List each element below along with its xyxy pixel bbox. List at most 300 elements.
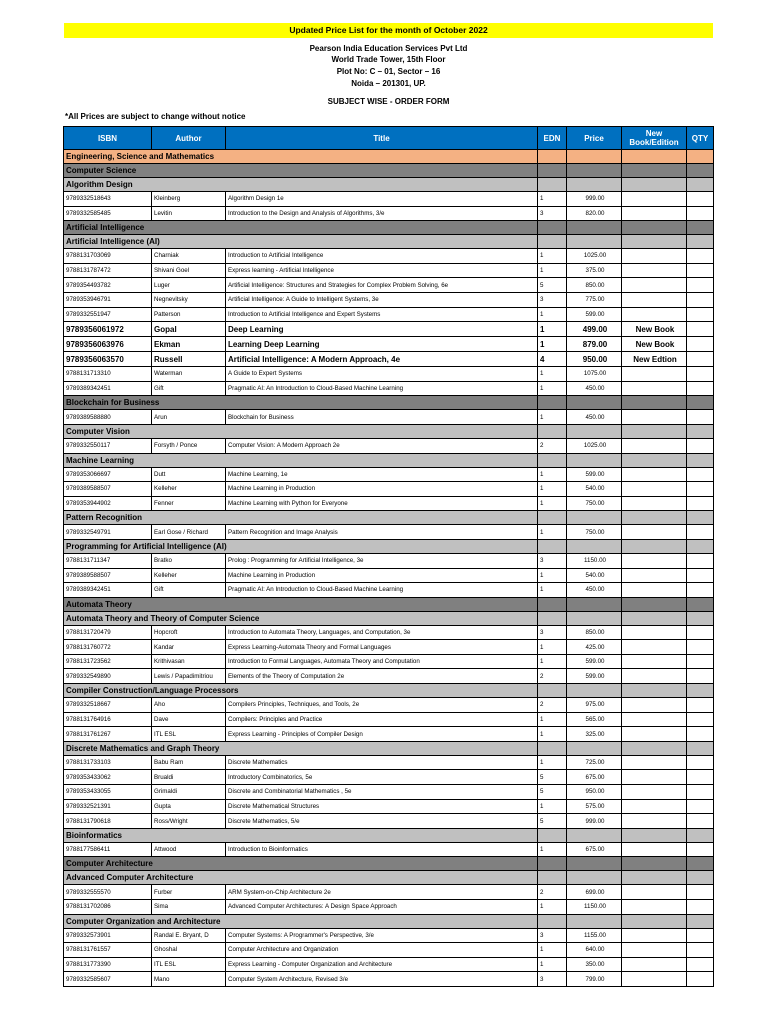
table-row (64, 755, 714, 770)
edn-cell: 1 (538, 957, 567, 972)
qty-cell[interactable] (687, 482, 714, 497)
qty-cell[interactable] (687, 263, 714, 278)
empty-cell (622, 857, 687, 871)
qty-cell[interactable] (687, 957, 714, 972)
col-header-title: Title (226, 127, 538, 150)
category-header-row (64, 221, 714, 235)
empty-cell (567, 396, 622, 410)
empty-cell (687, 828, 714, 842)
empty-cell (622, 684, 687, 698)
empty-cell (538, 221, 567, 235)
qty-cell[interactable] (687, 814, 714, 829)
edn-cell: 1 (538, 712, 567, 727)
title-cell: Computer Architecture and Organization (226, 943, 538, 958)
table-row (64, 410, 714, 425)
empty-cell (567, 914, 622, 928)
isbn-cell: 9789389588507 (64, 568, 152, 583)
empty-cell (538, 539, 567, 553)
edn-cell: 5 (538, 278, 567, 293)
title-cell: Machine Learning in Production (226, 482, 538, 497)
edn-cell: 1 (538, 727, 567, 742)
qty-cell[interactable] (687, 496, 714, 511)
category-header-row (64, 539, 714, 553)
edn-cell: 2 (538, 885, 567, 900)
col-header-price: Price (567, 127, 622, 150)
qty-cell[interactable] (687, 799, 714, 814)
empty-cell (567, 150, 622, 164)
isbn-cell: 9788131733103 (64, 755, 152, 770)
title-cell: Discrete and Combinatorial Mathematics , 5e (226, 785, 538, 800)
edn-cell: 3 (538, 625, 567, 640)
qty-cell[interactable] (687, 352, 714, 367)
author-cell: Grimaldi (152, 785, 226, 800)
edn-cell: 1 (538, 654, 567, 669)
qty-cell[interactable] (687, 367, 714, 382)
price-cell: 425.00 (567, 640, 622, 655)
new-edition-cell (622, 482, 687, 497)
isbn-cell: 9789389342451 (64, 381, 152, 396)
isbn-cell: 9788177586411 (64, 842, 152, 857)
author-cell: Lewis / Papadimitriou (152, 669, 226, 684)
new-edition-cell: New Edtion (622, 352, 687, 367)
new-edition-cell (622, 553, 687, 568)
price-cell: 750.00 (567, 525, 622, 540)
title-cell: Artificial Intelligence: Structures and Strategies for Complex Problem Solving, 6e (226, 278, 538, 293)
empty-cell (567, 164, 622, 178)
new-edition-cell (622, 307, 687, 322)
empty-cell (538, 150, 567, 164)
table-row (64, 654, 714, 669)
table-row (64, 192, 714, 207)
isbn-cell: 9788131713310 (64, 367, 152, 382)
table-row (64, 367, 714, 382)
table-row (64, 842, 714, 857)
edn-cell: 3 (538, 292, 567, 307)
title-cell: Express Learning - Principles of Compiler Design (226, 727, 538, 742)
qty-cell[interactable] (687, 885, 714, 900)
address-line-2: Plot No: C – 01, Sector – 16 (336, 67, 441, 76)
new-edition-cell (622, 381, 687, 396)
title-cell: Computer System Architecture, Revised 3/e (226, 972, 538, 987)
isbn-cell: 9789389588507 (64, 482, 152, 497)
new-edition-cell (622, 770, 687, 785)
price-cell: 950.00 (567, 785, 622, 800)
author-cell: Earl Gose / Richard (152, 525, 226, 540)
author-cell: Krithivasan (152, 654, 226, 669)
isbn-cell: 9788131764916 (64, 712, 152, 727)
author-cell: Ross/Wright (152, 814, 226, 829)
new-edition-cell (622, 669, 687, 684)
qty-cell[interactable] (687, 727, 714, 742)
new-edition-cell (622, 292, 687, 307)
edn-cell: 1 (538, 192, 567, 207)
title-cell: Pragmatic AI: An Introduction to Cloud-Based Machine Learning (226, 381, 538, 396)
empty-cell (538, 597, 567, 611)
new-edition-cell (622, 928, 687, 943)
new-edition-cell (622, 192, 687, 207)
category-header-row (64, 424, 714, 438)
new-edition-cell (622, 206, 687, 221)
empty-cell (687, 914, 714, 928)
price-cell: 820.00 (567, 206, 622, 221)
price-cell: 450.00 (567, 583, 622, 598)
new-edition-cell (622, 972, 687, 987)
author-cell: Aho (152, 698, 226, 713)
empty-cell (567, 221, 622, 235)
category-label: Blockchain for Business (64, 396, 538, 410)
qty-cell[interactable] (687, 900, 714, 915)
edn-cell: 1 (538, 900, 567, 915)
empty-cell (622, 235, 687, 249)
isbn-cell: 9788131720479 (64, 625, 152, 640)
price-cell: 540.00 (567, 482, 622, 497)
title-cell: Algorithm Design 1e (226, 192, 538, 207)
table-row (64, 206, 714, 221)
table-row (64, 770, 714, 785)
isbn-cell: 9788131761267 (64, 727, 152, 742)
empty-cell (538, 828, 567, 842)
table-row (64, 322, 714, 337)
empty-cell (687, 511, 714, 525)
price-cell: 675.00 (567, 770, 622, 785)
qty-cell[interactable] (687, 337, 714, 352)
isbn-cell: 9788131760772 (64, 640, 152, 655)
edn-cell: 1 (538, 307, 567, 322)
title-cell: Deep Learning (226, 322, 538, 337)
edn-cell: 1 (538, 337, 567, 352)
empty-cell (687, 539, 714, 553)
author-cell: Gupta (152, 799, 226, 814)
price-cell: 1150.00 (567, 553, 622, 568)
isbn-cell: 9789389588880 (64, 410, 152, 425)
qty-cell[interactable] (687, 438, 714, 453)
price-cell: 879.00 (567, 337, 622, 352)
empty-cell (538, 424, 567, 438)
table-row (64, 249, 714, 264)
empty-cell (622, 164, 687, 178)
qty-cell[interactable] (687, 467, 714, 482)
empty-cell (687, 150, 714, 164)
empty-cell (622, 511, 687, 525)
category-label: Discrete Mathematics and Graph Theory (64, 741, 538, 755)
qty-cell[interactable] (687, 785, 714, 800)
category-header-row (64, 611, 714, 625)
new-edition-cell (622, 640, 687, 655)
table-row (64, 943, 714, 958)
category-header-row (64, 684, 714, 698)
title-cell: Blockchain for Business (226, 410, 538, 425)
table-row (64, 957, 714, 972)
qty-cell[interactable] (687, 307, 714, 322)
title-cell: Introduction to Artificial Intelligence and Expert Systems (226, 307, 538, 322)
title-cell: Discrete Mathematics, 5/e (226, 814, 538, 829)
table-row (64, 669, 714, 684)
qty-cell[interactable] (687, 712, 714, 727)
qty-cell[interactable] (687, 583, 714, 598)
edn-cell: 1 (538, 568, 567, 583)
price-list-banner: Updated Price List for the month of October 2022 (64, 23, 713, 38)
isbn-cell: 9789353944902 (64, 496, 152, 511)
price-cell: 565.00 (567, 712, 622, 727)
qty-cell[interactable] (687, 206, 714, 221)
empty-cell (622, 597, 687, 611)
qty-cell[interactable] (687, 381, 714, 396)
new-edition-cell (622, 957, 687, 972)
author-cell: Dutt (152, 467, 226, 482)
author-cell: Gift (152, 381, 226, 396)
empty-cell (538, 871, 567, 885)
qty-cell[interactable] (687, 972, 714, 987)
isbn-cell: 9788131711347 (64, 553, 152, 568)
edn-cell: 2 (538, 438, 567, 453)
qty-cell[interactable] (687, 640, 714, 655)
qty-cell[interactable] (687, 292, 714, 307)
new-edition-cell (622, 900, 687, 915)
category-label: Bioinformatics (64, 828, 538, 842)
author-cell: Arun (152, 410, 226, 425)
category-header-row (64, 828, 714, 842)
empty-cell (538, 741, 567, 755)
new-edition-cell (622, 755, 687, 770)
category-header-row (64, 178, 714, 192)
qty-cell[interactable] (687, 410, 714, 425)
edn-cell: 3 (538, 553, 567, 568)
author-cell: Randal E. Bryant, D (152, 928, 226, 943)
isbn-cell: 9789353066697 (64, 467, 152, 482)
table-row (64, 712, 714, 727)
order-form-table (63, 126, 714, 987)
author-cell: Ekman (152, 337, 226, 352)
price-cell: 975.00 (567, 698, 622, 713)
empty-cell (622, 828, 687, 842)
table-row (64, 568, 714, 583)
qty-cell[interactable] (687, 278, 714, 293)
title-cell: Compilers: Principles and Practice (226, 712, 538, 727)
new-edition-cell (622, 654, 687, 669)
category-label: Automata Theory (64, 597, 538, 611)
edn-cell: 1 (538, 525, 567, 540)
empty-cell (622, 453, 687, 467)
price-cell: 450.00 (567, 381, 622, 396)
edn-cell: 1 (538, 583, 567, 598)
new-edition-cell (622, 278, 687, 293)
author-cell: Luger (152, 278, 226, 293)
title-cell: Discrete Mathematics (226, 755, 538, 770)
isbn-cell: 9789332550117 (64, 438, 152, 453)
empty-cell (622, 914, 687, 928)
table-row (64, 727, 714, 742)
edn-cell: 1 (538, 410, 567, 425)
category-label: Automata Theory and Theory of Computer Science (64, 611, 538, 625)
qty-cell[interactable] (687, 625, 714, 640)
price-cell: 675.00 (567, 842, 622, 857)
table-row (64, 785, 714, 800)
empty-cell (687, 597, 714, 611)
title-cell: Introduction to the Design and Analysis of Algorithms, 3/e (226, 206, 538, 221)
author-cell: Levitin (152, 206, 226, 221)
title-cell: Pragmatic AI: An Introduction to Cloud-Based Machine Learning (226, 583, 538, 598)
isbn-cell: 9789389342451 (64, 583, 152, 598)
category-label: Artificial Intelligence (AI) (64, 235, 538, 249)
empty-cell (567, 611, 622, 625)
edn-cell: 1 (538, 482, 567, 497)
price-cell: 999.00 (567, 192, 622, 207)
qty-cell[interactable] (687, 525, 714, 540)
isbn-cell: 9789353433062 (64, 770, 152, 785)
qty-cell[interactable] (687, 842, 714, 857)
isbn-cell: 9789332518667 (64, 698, 152, 713)
isbn-cell: 9788131703069 (64, 249, 152, 264)
category-header-row (64, 857, 714, 871)
qty-cell[interactable] (687, 755, 714, 770)
edn-cell: 5 (538, 814, 567, 829)
author-cell: Dave (152, 712, 226, 727)
new-edition-cell: New Book (622, 337, 687, 352)
price-cell: 999.00 (567, 814, 622, 829)
new-edition-cell (622, 367, 687, 382)
price-cell: 750.00 (567, 496, 622, 511)
author-cell: Bratko (152, 553, 226, 568)
author-cell: Babu Ram (152, 755, 226, 770)
table-row (64, 583, 714, 598)
empty-cell (567, 539, 622, 553)
table-row (64, 640, 714, 655)
author-cell: Sima (152, 900, 226, 915)
edn-cell: 3 (538, 972, 567, 987)
qty-cell[interactable] (687, 192, 714, 207)
price-cell: 1155.00 (567, 928, 622, 943)
table-row (64, 525, 714, 540)
category-header-row (64, 871, 714, 885)
new-edition-cell (622, 249, 687, 264)
edn-cell: 1 (538, 322, 567, 337)
author-cell: Ghoshal (152, 943, 226, 958)
price-cell: 599.00 (567, 669, 622, 684)
edn-cell: 1 (538, 496, 567, 511)
edn-cell: 1 (538, 263, 567, 278)
author-cell: Forsyth / Ponce (152, 438, 226, 453)
price-cell: 1150.00 (567, 900, 622, 915)
qty-cell[interactable] (687, 654, 714, 669)
table-row (64, 352, 714, 367)
qty-cell[interactable] (687, 928, 714, 943)
empty-cell (622, 871, 687, 885)
isbn-cell: 9789356061972 (64, 322, 152, 337)
empty-cell (687, 453, 714, 467)
category-label: Computer Science (64, 164, 538, 178)
empty-cell (567, 857, 622, 871)
qty-cell[interactable] (687, 249, 714, 264)
table-row (64, 900, 714, 915)
category-header-row (64, 597, 714, 611)
title-cell: Machine Learning with Python for Everyone (226, 496, 538, 511)
price-cell: 799.00 (567, 972, 622, 987)
empty-cell (622, 221, 687, 235)
edn-cell: 1 (538, 755, 567, 770)
table-row (64, 307, 714, 322)
title-cell: Introduction to Bioinformatics (226, 842, 538, 857)
empty-cell (538, 857, 567, 871)
empty-cell (538, 164, 567, 178)
title-cell: Machine Learning in Production (226, 568, 538, 583)
header-row (64, 127, 714, 150)
new-edition-cell (622, 568, 687, 583)
price-cell: 375.00 (567, 263, 622, 278)
title-cell: Introduction to Automata Theory, Languages, and Computation, 3e (226, 625, 538, 640)
category-label: Artificial Intelligence (64, 221, 538, 235)
author-cell: Patterson (152, 307, 226, 322)
table-row (64, 337, 714, 352)
title-cell: Introduction to Artificial Intelligence (226, 249, 538, 264)
isbn-cell: 9789332518643 (64, 192, 152, 207)
empty-cell (567, 453, 622, 467)
empty-cell (622, 150, 687, 164)
new-edition-cell (622, 814, 687, 829)
author-cell: Kandar (152, 640, 226, 655)
empty-cell (622, 424, 687, 438)
price-cell: 1025.00 (567, 438, 622, 453)
qty-cell[interactable] (687, 553, 714, 568)
new-edition-cell (622, 943, 687, 958)
title-cell: Compilers Principles, Techniques, and Tools, 2e (226, 698, 538, 713)
title-cell: ARM System-on-Chip Architecture 2e (226, 885, 538, 900)
empty-cell (538, 684, 567, 698)
title-cell: Introduction to Formal Languages, Automata Theory and Computation (226, 654, 538, 669)
company-name: Pearson India Education Services Pvt Ltd (309, 44, 468, 53)
new-edition-cell (622, 698, 687, 713)
author-cell: Negnevitsky (152, 292, 226, 307)
author-cell: Kleinberg (152, 192, 226, 207)
author-cell: Kelleher (152, 568, 226, 583)
empty-cell (538, 511, 567, 525)
price-cell: 850.00 (567, 625, 622, 640)
qty-cell[interactable] (687, 943, 714, 958)
table-row (64, 482, 714, 497)
isbn-cell: 9789354493782 (64, 278, 152, 293)
table-row (64, 814, 714, 829)
author-cell: Charniak (152, 249, 226, 264)
author-cell: Attwood (152, 842, 226, 857)
qty-cell[interactable] (687, 568, 714, 583)
table-row (64, 928, 714, 943)
new-edition-cell (622, 410, 687, 425)
isbn-cell: 9789332549890 (64, 669, 152, 684)
col-header-edn: EDN (538, 127, 567, 150)
qty-cell[interactable] (687, 770, 714, 785)
qty-cell[interactable] (687, 698, 714, 713)
price-cell: 850.00 (567, 278, 622, 293)
address-line-3: Noida – 201301, UP. (351, 79, 426, 88)
table-row (64, 625, 714, 640)
qty-cell[interactable] (687, 322, 714, 337)
edn-cell: 1 (538, 943, 567, 958)
col-header-qty: QTY (687, 127, 714, 150)
form-title: SUBJECT WISE - ORDER FORM (327, 97, 450, 106)
new-edition-cell (622, 438, 687, 453)
table-row (64, 263, 714, 278)
isbn-cell: 9789353433055 (64, 785, 152, 800)
category-label: Computer Architecture (64, 857, 538, 871)
new-edition-cell (622, 785, 687, 800)
qty-cell[interactable] (687, 669, 714, 684)
address-line-1: World Trade Tower, 15th Floor (331, 55, 446, 64)
author-cell: ITL ESL (152, 727, 226, 742)
empty-cell (687, 221, 714, 235)
isbn-cell: 9788131723562 (64, 654, 152, 669)
category-label: Machine Learning (64, 453, 538, 467)
edn-cell: 3 (538, 928, 567, 943)
empty-cell (567, 828, 622, 842)
